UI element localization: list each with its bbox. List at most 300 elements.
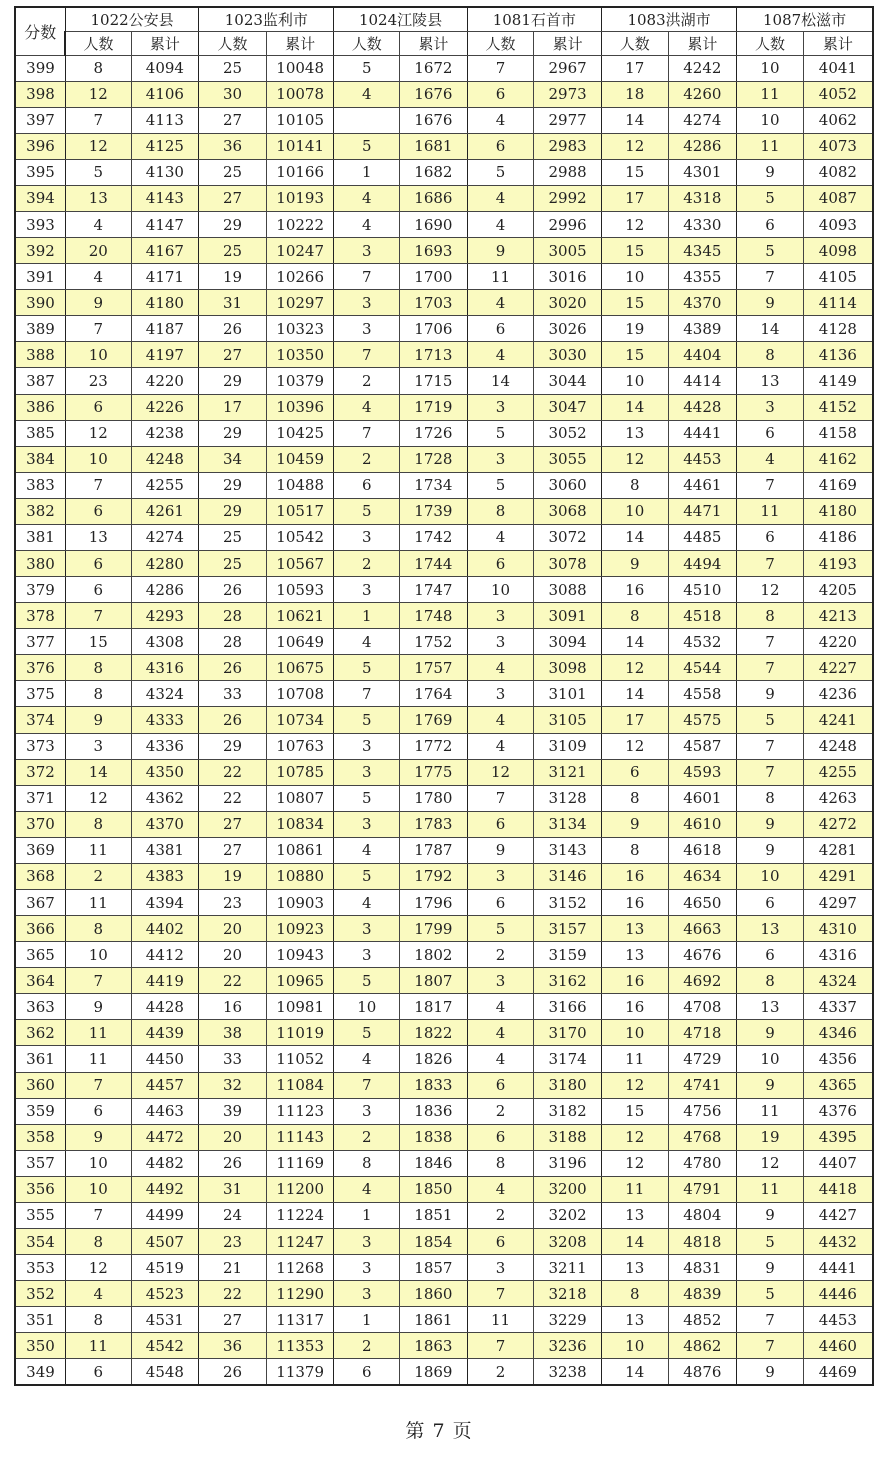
cumulative-cell: 3143 [534,837,602,863]
cumulative-cell: 4601 [668,785,737,811]
cumulative-cell: 10297 [266,290,334,316]
cumulative-cell: 4310 [803,916,873,942]
count-cell: 10 [65,342,131,368]
count-cell: 6 [467,316,534,342]
count-cell: 4 [334,1046,400,1072]
score-cell: 390 [15,290,65,316]
count-cell: 12 [737,577,804,603]
count-cell: 4 [334,890,400,916]
cumulative-cell: 10379 [266,368,334,394]
count-cell: 10 [334,994,400,1020]
cumulative-cell: 10708 [266,681,334,707]
cumulative-cell: 4205 [803,577,873,603]
cumulative-cell: 1826 [400,1046,468,1072]
cumulative-cell: 4213 [803,603,873,629]
cumulative-cell: 4741 [668,1072,737,1098]
count-cell: 4 [334,211,400,237]
cumulative-cell: 11169 [266,1150,334,1176]
score-cell: 382 [15,498,65,524]
cumulative-cell: 4324 [803,968,873,994]
cumulative-cell: 3157 [534,916,602,942]
count-cell: 6 [737,524,804,550]
count-cell: 6 [467,890,534,916]
count-cell: 7 [737,733,804,759]
cumulative-cell: 1682 [400,159,468,185]
score-cell: 366 [15,916,65,942]
cumulative-cell: 10567 [266,550,334,576]
count-cell: 9 [601,550,668,576]
count-cell: 3 [467,603,534,629]
cumulative-cell: 2996 [534,211,602,237]
cumulative-cell: 4280 [131,550,199,576]
count-cell: 4 [334,185,400,211]
cumulative-cell: 3109 [534,733,602,759]
cumulative-cell: 4587 [668,733,737,759]
cumulative-cell: 1838 [400,1124,468,1150]
count-cell: 4 [334,1176,400,1202]
count-cell: 8 [65,1307,131,1333]
region-header: 1024江陵县 [334,7,467,31]
cumulative-cell: 4226 [131,394,199,420]
cumulative-cell: 4180 [131,290,199,316]
count-cell: 9 [601,811,668,837]
cumulative-cell: 1728 [400,446,468,472]
count-cell: 9 [65,290,131,316]
cumulative-cell: 2992 [534,185,602,211]
count-cell: 29 [199,211,267,237]
count-cell: 12 [601,1150,668,1176]
cumulative-cell: 4494 [668,550,737,576]
count-cell: 16 [601,994,668,1020]
count-cell: 5 [467,420,534,446]
count-cell: 4 [467,1046,534,1072]
cumulative-cell: 4248 [803,733,873,759]
cumulative-cell: 3068 [534,498,602,524]
count-cell: 11 [601,1176,668,1202]
count-cell: 27 [199,107,267,133]
cumulative-cell: 4441 [668,420,737,446]
count-cell: 2 [467,1098,534,1124]
table-row [15,629,873,655]
cumulative-cell: 4804 [668,1202,737,1228]
count-cell: 2 [467,1202,534,1228]
cumulative-cell: 3128 [534,785,602,811]
table-row [15,420,873,446]
cumulative-cell: 10861 [266,837,334,863]
cumulative-cell: 1817 [400,994,468,1020]
cumulative-cell: 4082 [803,159,873,185]
cumulative-cell: 4463 [131,1098,199,1124]
count-header: 人数 [334,31,400,55]
cumulative-cell: 1703 [400,290,468,316]
count-cell: 29 [199,472,267,498]
cumulative-cell: 4318 [668,185,737,211]
cumulative-cell: 3026 [534,316,602,342]
cumulative-cell: 4197 [131,342,199,368]
count-cell: 8 [601,472,668,498]
table-row [15,498,873,524]
count-cell: 3 [467,629,534,655]
cumulative-cell: 3088 [534,577,602,603]
count-cell: 12 [65,785,131,811]
count-cell: 11 [65,890,131,916]
cumulative-cell: 4272 [803,811,873,837]
cumulative-cell: 10193 [266,185,334,211]
cumulative-cell: 10807 [266,785,334,811]
score-cell: 370 [15,811,65,837]
count-cell: 6 [65,1098,131,1124]
cumulative-cell: 4441 [803,1255,873,1281]
count-cell: 6 [737,420,804,446]
cumulative-cell: 11290 [266,1281,334,1307]
cumulative-cell: 3152 [534,890,602,916]
count-cell: 3 [737,394,804,420]
cumulative-cell: 4297 [803,890,873,916]
score-cell: 367 [15,890,65,916]
table-row [15,550,873,576]
count-cell: 18 [601,81,668,107]
count-cell: 11 [467,264,534,290]
count-cell: 9 [737,1020,804,1046]
count-cell: 31 [199,1176,267,1202]
count-cell: 12 [601,133,668,159]
table-row [15,1333,873,1359]
count-cell: 16 [601,577,668,603]
cumulative-cell: 1772 [400,733,468,759]
count-cell: 4 [467,1176,534,1202]
cumulative-cell: 4862 [668,1333,737,1359]
cumulative-cell: 10078 [266,81,334,107]
count-cell [334,107,400,133]
score-cell: 377 [15,629,65,655]
cumulative-cell: 4316 [803,942,873,968]
count-header: 人数 [737,31,804,55]
count-cell: 20 [199,942,267,968]
cumulative-cell: 4193 [803,550,873,576]
score-cell: 350 [15,1333,65,1359]
table-body [15,55,873,1385]
cumulative-cell: 4238 [131,420,199,446]
count-cell: 10 [737,863,804,889]
count-cell: 6 [334,472,400,498]
cumulative-cell: 4460 [803,1333,873,1359]
table-row [15,107,873,133]
count-cell: 14 [737,316,804,342]
table-row [15,655,873,681]
count-cell: 13 [65,524,131,550]
cumulative-cell: 3196 [534,1150,602,1176]
cumulative-cell: 4407 [803,1150,873,1176]
score-cell: 384 [15,446,65,472]
score-cell: 391 [15,264,65,290]
cumulative-cell: 4337 [803,994,873,1020]
count-cell: 8 [601,837,668,863]
count-cell: 20 [65,238,131,264]
cumulative-cell: 10965 [266,968,334,994]
cumulative-cell: 4330 [668,211,737,237]
cumulative-header: 累计 [131,31,199,55]
count-cell: 5 [737,185,804,211]
table-row [15,264,873,290]
count-cell: 3 [334,1281,400,1307]
table-row [15,1176,873,1202]
count-cell: 12 [601,655,668,681]
table-row [15,1255,873,1281]
cumulative-cell: 4362 [131,785,199,811]
cumulative-cell: 3055 [534,446,602,472]
score-cell: 383 [15,472,65,498]
count-cell: 4 [467,655,534,681]
table-row [15,1229,873,1255]
cumulative-cell: 2973 [534,81,602,107]
table-row [15,1020,873,1046]
cumulative-cell: 11143 [266,1124,334,1150]
cumulative-cell: 1686 [400,185,468,211]
cumulative-cell: 11123 [266,1098,334,1124]
cumulative-cell: 4220 [803,629,873,655]
count-cell: 8 [65,916,131,942]
count-cell: 4 [467,185,534,211]
cumulative-cell: 4286 [668,133,737,159]
count-cell: 8 [334,1150,400,1176]
cumulative-cell: 1676 [400,107,468,133]
cumulative-cell: 3200 [534,1176,602,1202]
cumulative-cell: 3170 [534,1020,602,1046]
count-cell: 4 [65,264,131,290]
count-cell: 6 [65,550,131,576]
count-cell: 22 [199,968,267,994]
count-cell: 4 [467,994,534,1020]
table-row [15,968,873,994]
count-cell: 8 [737,785,804,811]
count-cell: 3 [334,1255,400,1281]
count-cell: 11 [65,837,131,863]
cumulative-cell: 1764 [400,681,468,707]
count-cell: 23 [65,368,131,394]
cumulative-cell: 10517 [266,498,334,524]
count-cell: 3 [467,681,534,707]
cumulative-cell: 1857 [400,1255,468,1281]
score-cell: 373 [15,733,65,759]
score-cell: 359 [15,1098,65,1124]
count-cell: 4 [737,446,804,472]
score-cell: 379 [15,577,65,603]
cumulative-cell: 1822 [400,1020,468,1046]
cumulative-cell: 1672 [400,55,468,81]
table-row [15,759,873,785]
count-cell: 36 [199,1333,267,1359]
cumulative-cell: 4106 [131,81,199,107]
cumulative-cell: 11019 [266,1020,334,1046]
count-cell: 3 [334,577,400,603]
cumulative-cell: 4346 [803,1020,873,1046]
table-row [15,55,873,81]
count-cell: 12 [65,1255,131,1281]
cumulative-cell: 1802 [400,942,468,968]
cumulative-cell: 1769 [400,707,468,733]
count-cell: 7 [737,629,804,655]
cumulative-cell: 4389 [668,316,737,342]
count-cell: 3 [334,316,400,342]
count-cell: 9 [737,1255,804,1281]
cumulative-cell: 4395 [803,1124,873,1150]
table-row [15,342,873,368]
count-cell: 23 [199,890,267,916]
cumulative-cell: 4729 [668,1046,737,1072]
count-cell: 15 [601,342,668,368]
count-cell: 19 [601,316,668,342]
count-cell: 3 [334,1229,400,1255]
score-cell: 395 [15,159,65,185]
count-cell: 14 [601,1229,668,1255]
cumulative-cell: 4531 [131,1307,199,1333]
count-cell: 5 [334,498,400,524]
cumulative-cell: 1719 [400,394,468,420]
count-cell: 2 [467,1359,534,1385]
cumulative-cell: 4519 [131,1255,199,1281]
count-cell: 5 [334,968,400,994]
cumulative-cell: 4242 [668,55,737,81]
count-cell: 9 [65,707,131,733]
cumulative-cell: 10425 [266,420,334,446]
cumulative-cell: 10675 [266,655,334,681]
cumulative-cell: 11247 [266,1229,334,1255]
count-cell: 15 [601,238,668,264]
cumulative-cell: 4485 [668,524,737,550]
count-cell: 3 [334,942,400,968]
cumulative-cell: 4236 [803,681,873,707]
count-cell: 14 [601,394,668,420]
cumulative-cell: 4532 [668,629,737,655]
table-row [15,916,873,942]
count-cell: 8 [737,968,804,994]
cumulative-cell: 1715 [400,368,468,394]
count-cell: 9 [737,811,804,837]
table-row [15,159,873,185]
cumulative-cell: 1681 [400,133,468,159]
cumulative-cell: 4499 [131,1202,199,1228]
count-cell: 5 [467,472,534,498]
count-cell: 3 [334,1098,400,1124]
cumulative-cell: 4041 [803,55,873,81]
score-cell: 360 [15,1072,65,1098]
cumulative-cell: 1775 [400,759,468,785]
score-column-header: 分数 [15,7,65,55]
count-cell: 12 [65,81,131,107]
cumulative-cell: 4158 [803,420,873,446]
score-distribution-table [14,6,874,1386]
cumulative-cell: 3159 [534,942,602,968]
count-cell: 6 [467,550,534,576]
count-cell: 13 [601,1202,668,1228]
cumulative-cell: 3166 [534,994,602,1020]
table-row [15,863,873,889]
count-cell: 9 [467,837,534,863]
count-cell: 9 [737,1202,804,1228]
count-cell: 6 [467,1072,534,1098]
cumulative-cell: 1693 [400,238,468,264]
count-cell: 6 [467,81,534,107]
count-cell: 22 [199,785,267,811]
region-header-row [15,7,873,31]
count-cell: 1 [334,603,400,629]
count-cell: 7 [737,472,804,498]
cumulative-cell: 10923 [266,916,334,942]
cumulative-cell: 4428 [668,394,737,420]
count-cell: 9 [65,994,131,1020]
cumulative-cell: 11224 [266,1202,334,1228]
count-cell: 29 [199,420,267,446]
count-cell: 26 [199,316,267,342]
count-cell: 12 [467,759,534,785]
cumulative-cell: 4286 [131,577,199,603]
cumulative-cell: 1799 [400,916,468,942]
cumulative-cell: 4634 [668,863,737,889]
table-row [15,994,873,1020]
count-cell: 4 [467,107,534,133]
cumulative-cell: 1846 [400,1150,468,1176]
cumulative-cell: 1676 [400,81,468,107]
count-cell: 11 [601,1046,668,1072]
cumulative-cell: 4650 [668,890,737,916]
count-cell: 5 [737,707,804,733]
cumulative-cell: 1787 [400,837,468,863]
score-cell: 374 [15,707,65,733]
cumulative-cell: 4125 [131,133,199,159]
cumulative-cell: 10350 [266,342,334,368]
cumulative-cell: 3236 [534,1333,602,1359]
score-cell: 371 [15,785,65,811]
score-cell: 349 [15,1359,65,1385]
cumulative-cell: 1739 [400,498,468,524]
count-cell: 7 [467,785,534,811]
cumulative-cell: 3030 [534,342,602,368]
count-cell: 5 [334,707,400,733]
count-cell: 10 [601,498,668,524]
count-cell: 2 [334,368,400,394]
cumulative-cell: 4427 [803,1202,873,1228]
count-cell: 27 [199,185,267,211]
cumulative-cell: 3229 [534,1307,602,1333]
count-cell: 7 [65,472,131,498]
cumulative-header: 累计 [400,31,468,55]
cumulative-cell: 4839 [668,1281,737,1307]
count-cell: 8 [65,811,131,837]
cumulative-cell: 4492 [131,1176,199,1202]
cumulative-cell: 4087 [803,185,873,211]
count-cell: 4 [467,733,534,759]
cumulative-cell: 4453 [668,446,737,472]
table-row [15,211,873,237]
cumulative-cell: 2988 [534,159,602,185]
count-cell: 7 [65,1202,131,1228]
count-cell: 9 [65,1124,131,1150]
cumulative-cell: 10903 [266,890,334,916]
cumulative-cell: 1734 [400,472,468,498]
table-row [15,1359,873,1385]
cumulative-cell: 11084 [266,1072,334,1098]
cumulative-cell: 4370 [668,290,737,316]
cumulative-cell: 3211 [534,1255,602,1281]
count-cell: 5 [737,238,804,264]
table-row [15,524,873,550]
cumulative-cell: 3162 [534,968,602,994]
cumulative-cell: 10323 [266,316,334,342]
cumulative-cell: 3016 [534,264,602,290]
cumulative-cell: 10734 [266,707,334,733]
count-cell: 26 [199,1150,267,1176]
count-cell: 2 [334,1124,400,1150]
